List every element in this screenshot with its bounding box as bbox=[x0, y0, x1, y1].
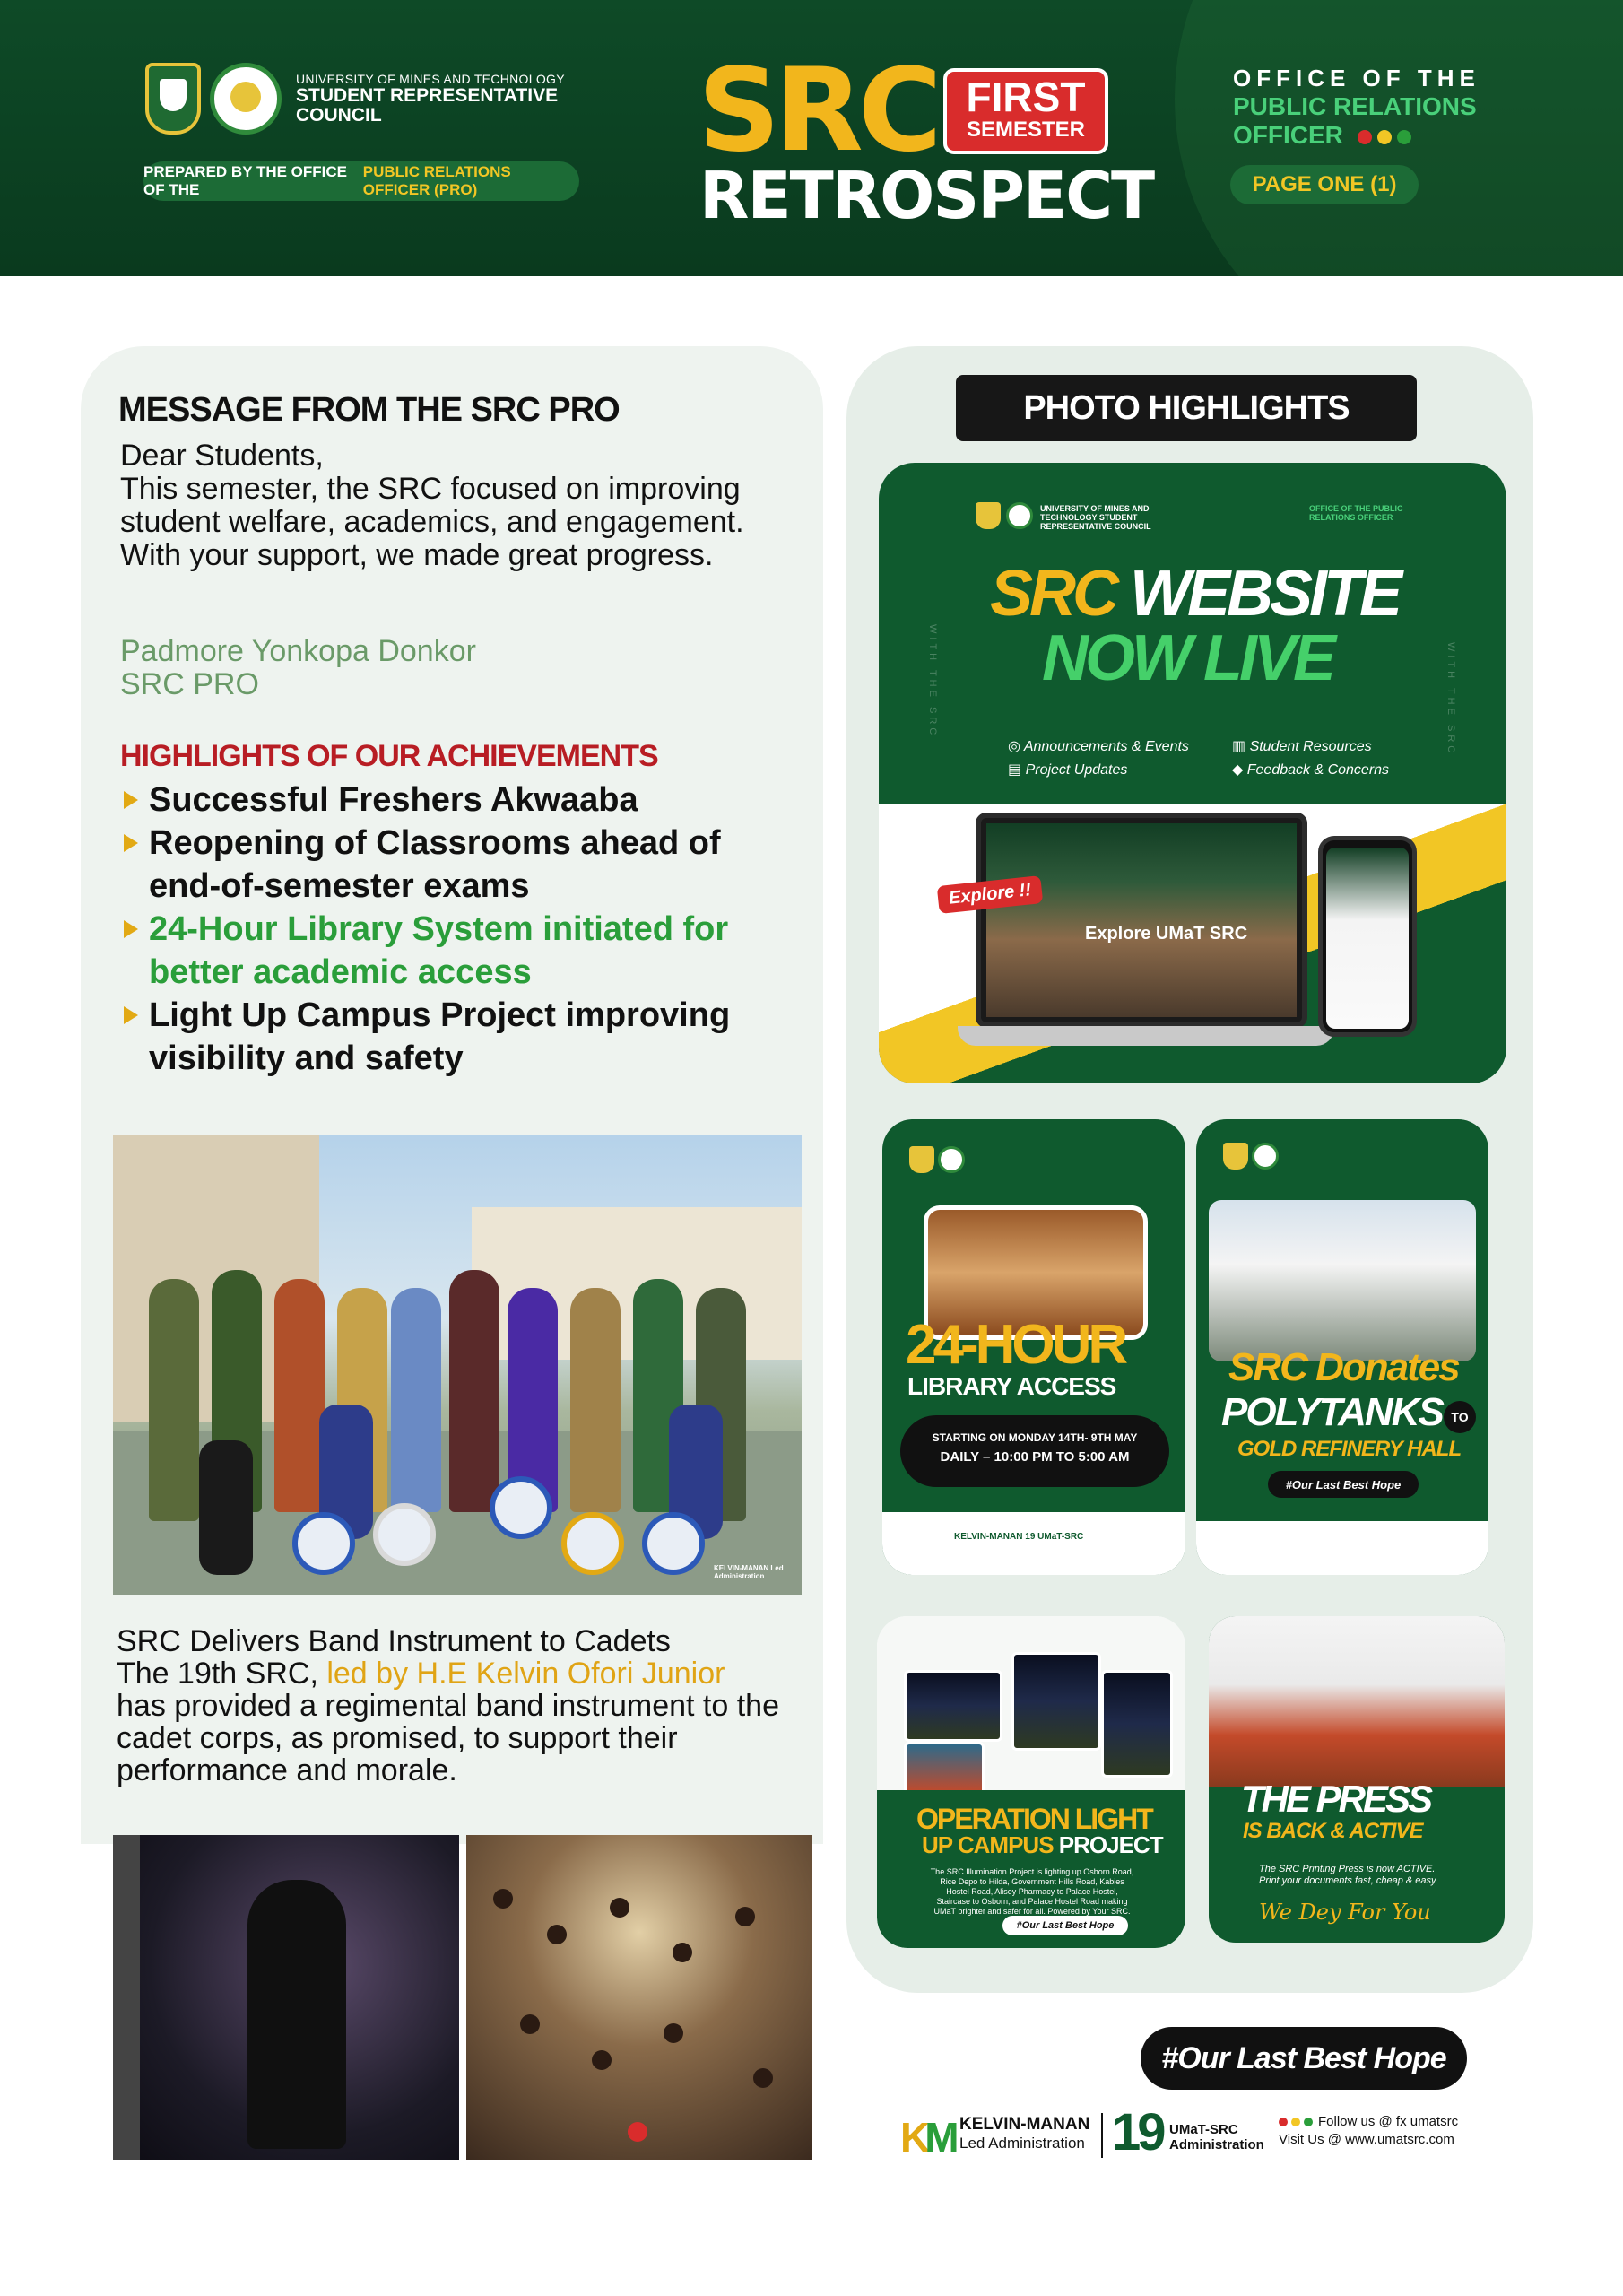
title-retrospect: RETROSPECT bbox=[699, 158, 1154, 233]
library-hours-pill bbox=[900, 1415, 1169, 1487]
council-name bbox=[296, 72, 565, 126]
first-semester-badge bbox=[943, 68, 1108, 154]
office-line1: OFFICE OF THE bbox=[1233, 65, 1480, 91]
header-banner bbox=[0, 0, 1623, 276]
visit-website-link[interactable]: Visit Us @ www.umatsrc.com bbox=[1279, 2132, 1454, 2147]
photo-highlights-title: PHOTO HIGHLIGHTS bbox=[956, 375, 1417, 441]
library-footer: KELVIN-MANAN 19 UMaT-SRC bbox=[954, 1532, 1084, 1542]
office-of-pro bbox=[1233, 65, 1480, 150]
cadet-headline: SRC Delivers Band Instrument to Cadets bbox=[117, 1624, 671, 1658]
mini-crest-icon bbox=[976, 502, 1001, 529]
poly-title1: SRC Donates bbox=[1228, 1345, 1459, 1389]
prepared-prefix: PREPARED BY THE OFFICE OF THE bbox=[143, 163, 348, 198]
badge-semester: SEMESTER bbox=[966, 117, 1086, 142]
website-title-src: SRC bbox=[990, 558, 1116, 630]
prepared-by-pill bbox=[143, 161, 579, 201]
signature bbox=[120, 635, 476, 701]
card-office-text: OFFICE OF THE PUBLIC RELATIONS OFFICER bbox=[1309, 504, 1403, 522]
polytanks-photo bbox=[1209, 1200, 1476, 1361]
message-title: MESSAGE FROM THE SRC PRO bbox=[118, 391, 620, 429]
press-body: The SRC Printing Press is now ACTIVE. Print your documents fast, cheap & easy bbox=[1259, 1864, 1436, 1886]
laptop-mockup bbox=[976, 813, 1307, 1028]
achievements-list bbox=[120, 778, 802, 1080]
light-up-campus-card bbox=[877, 1616, 1185, 1948]
office-line3: OFFICER bbox=[1233, 121, 1343, 149]
achievement-item: Light Up Campus Project improving visibility and safety bbox=[120, 994, 802, 1080]
light-body: The SRC Illumination Project is lighting up Osborn Road, Rice Depo to Hilda, Government Hills Road, Kabies Hostel Road, Alisey Pharmacy to Palace Hostel, Staircase to Osborn, and Palace Hostel Road making UMaT brighter and safer for all. Powered by Your SRC. bbox=[930, 1867, 1134, 1916]
achievement-item: 24-Hour Library System initiated for better academic access bbox=[120, 908, 802, 994]
council-line2: STUDENT REPRESENTATIVE bbox=[296, 85, 559, 106]
explore-tag: Explore !! bbox=[937, 875, 1044, 914]
cadet-prefix: The 19th SRC, bbox=[117, 1657, 327, 1691]
laptop-screen-text: Explore UMaT SRC bbox=[1085, 924, 1248, 944]
km-sub: Led Administration bbox=[959, 2135, 1085, 2152]
press-photo bbox=[1209, 1616, 1505, 1787]
message-text: This semester, the SRC focused on improving student welfare, academics, and engagement. With your support, we made great progress. bbox=[120, 472, 744, 572]
achievements-title: HIGHLIGHTS OF OUR ACHIEVEMENTS bbox=[120, 739, 658, 773]
library-sub-text: LIBRARY ACCESS bbox=[907, 1372, 1116, 1400]
photo-credit: KELVIN-MANAN Led Administration bbox=[714, 1564, 784, 1580]
cadet-leader: led by H.E Kelvin Ofori Junior bbox=[326, 1657, 725, 1691]
feature-projects: ▤ Project Updates bbox=[1008, 762, 1128, 778]
light-hashtag: #Our Last Best Hope bbox=[1002, 1916, 1128, 1935]
feature-resources: ▥ Student Resources bbox=[1232, 739, 1372, 754]
prepared-highlight: PUBLIC RELATIONS OFFICER (PRO) bbox=[362, 163, 511, 198]
header-logos bbox=[145, 63, 282, 135]
footer-divider bbox=[1101, 2113, 1103, 2158]
press-signature: We Dey For You bbox=[1259, 1900, 1431, 1925]
press-title1: THE PRESS bbox=[1241, 1778, 1431, 1820]
footer-19: 19 bbox=[1112, 2103, 1163, 2161]
umat-crest-icon bbox=[145, 63, 201, 135]
signer-role: SRC PRO bbox=[120, 667, 259, 701]
band-instrument-photo bbox=[113, 1135, 802, 1595]
poly-title2: POLYTANKS bbox=[1221, 1390, 1443, 1434]
council-line1: UNIVERSITY OF MINES AND TECHNOLOGY bbox=[296, 72, 565, 86]
umat-src-text: UMaT-SRC Administration bbox=[1169, 2122, 1264, 2152]
library-access-card bbox=[882, 1119, 1185, 1575]
follow-us bbox=[1279, 2113, 1458, 2149]
website-title-line1 bbox=[990, 558, 1400, 630]
side-text-right: WITH THE SRC bbox=[1445, 642, 1456, 757]
cadet-body: has provided a regimental band instrument to the cadet corps, as promised, to support their performance and morale. bbox=[117, 1689, 780, 1787]
light-title2: UP CAMPUS PROJECT bbox=[922, 1831, 1163, 1858]
title-src: SRC bbox=[698, 44, 937, 178]
feature-feedback: ◆ Feedback & Concerns bbox=[1232, 762, 1390, 778]
phone-mockup bbox=[1318, 836, 1417, 1037]
office-line2: PUBLIC RELATIONS bbox=[1233, 92, 1477, 120]
footer-hashtag: #Our Last Best Hope bbox=[1141, 2027, 1467, 2090]
concert-crowd-photo bbox=[466, 1835, 812, 2160]
website-title-website: WEBSITE bbox=[1130, 558, 1400, 630]
library-big-text: 24-HOUR bbox=[906, 1314, 1125, 1376]
polytanks-card bbox=[1196, 1119, 1488, 1575]
achievement-item: Successful Freshers Akwaaba bbox=[120, 778, 802, 822]
achievement-item: Reopening of Classrooms ahead of end-of-semester exams bbox=[120, 822, 802, 908]
ghana-dots-icon bbox=[1358, 130, 1411, 144]
library-daily: DAILY – 10:00 PM TO 5:00 AM bbox=[940, 1449, 1130, 1465]
message-body bbox=[120, 439, 766, 572]
website-live-card bbox=[879, 463, 1506, 1083]
card-council-text: UNIVERSITY OF MINES AND TECHNOLOGY STUDENT REPRESENTATIVE COUNCIL bbox=[1040, 504, 1151, 531]
side-text-left: WITH THE SRC bbox=[927, 624, 938, 739]
km-name: KELVIN-MANAN bbox=[959, 2115, 1090, 2134]
page-number-pill: PAGE ONE (1) bbox=[1230, 165, 1419, 204]
badge-first: FIRST bbox=[966, 74, 1086, 120]
press-card bbox=[1209, 1616, 1505, 1943]
council-line3: COUNCIL bbox=[296, 105, 382, 126]
light-title1: OPERATION LIGHT bbox=[916, 1803, 1152, 1835]
poly-hashtag: #Our Last Best Hope bbox=[1268, 1471, 1419, 1498]
signer-name: Padmore Yonkopa Donkor bbox=[120, 634, 476, 668]
cadet-caption bbox=[117, 1625, 816, 1787]
poly-title3: GOLD REFINERY HALL bbox=[1237, 1437, 1462, 1461]
src-seal-icon bbox=[210, 63, 282, 135]
website-title-now-live: NOW LIVE bbox=[1042, 622, 1332, 694]
poly-to-badge: TO bbox=[1444, 1401, 1476, 1433]
library-start: STARTING ON MONDAY 14TH- 9TH MAY bbox=[932, 1431, 1138, 1444]
km-logo-icon: KM bbox=[900, 2114, 954, 2161]
press-title2: IS BACK & ACTIVE bbox=[1243, 1819, 1423, 1843]
feature-announcements: ◎ Announcements & Events bbox=[1008, 739, 1189, 754]
message-greeting: Dear Students, bbox=[120, 439, 324, 473]
follow-handle[interactable]: Follow us @ fx umatsrc bbox=[1318, 2114, 1459, 2129]
km-text bbox=[959, 2115, 1089, 2152]
mini-seal-icon bbox=[1006, 502, 1033, 529]
ghana-dots-small-icon bbox=[1279, 2118, 1313, 2126]
concert-performer-photo bbox=[113, 1835, 459, 2160]
